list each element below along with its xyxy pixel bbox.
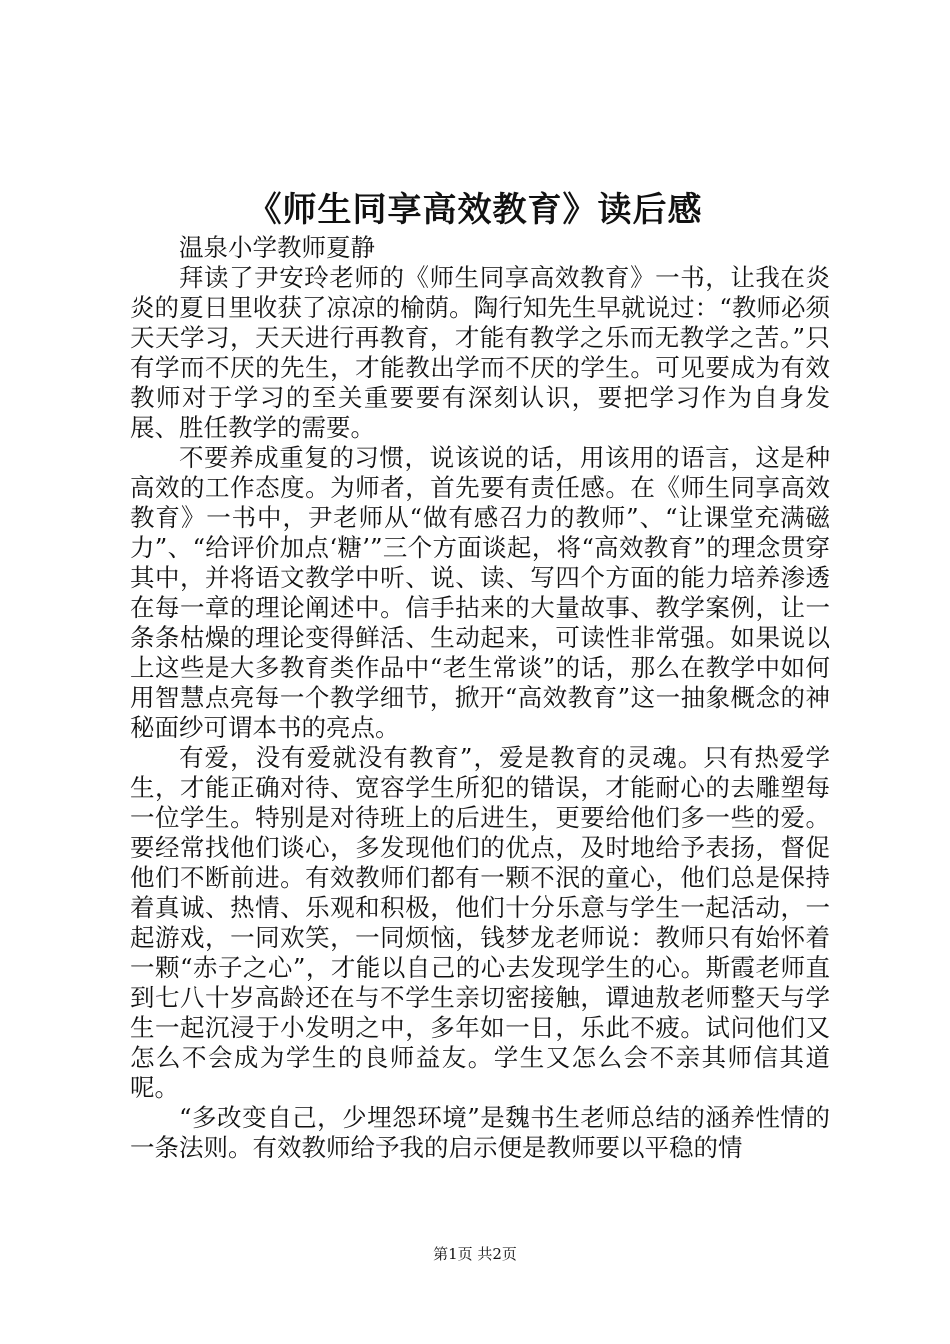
document-body [130,233,830,1163]
paragraph-4: “多改变自己，少埋怨环境”是魏书生老师总结的涵养性情的一条法则。有效教师给予我的启示便是教师要以平稳的情 [130,1103,830,1162]
paragraph-3: 有爱，没有爱就没有教育”，爱是教育的灵魂。只有热爱学生，才能正确对待、宽容学生所犯的错误，才能耐心的去雕塑每一位学生。特别是对待班上的后进生，更要给他们多一些的爱。要经常找他们谈心，多发现他们的优点，及时地给予表扬，督促他们不断前进。有效教师们都有一颗不泯的童心，他们总是保持着真诚、热情、乐观和积极，他们十分乐意与学生一起活动，一起游戏，一同欢笑，一同烦恼，钱梦龙老师说：教师只有始怀着一颗“赤子之心”，才能以自己的心去发现学生的心。斯霞老师直到七八十岁高龄还在与不学生亲切密接触，谭迪敖老师整天与学生一起沉浸于小发明之中，多年如一日，乐此不疲。试问他们又怎么不会成为学生的良师益友。学生又怎么会不亲其师信其道呢。 [130,743,830,1102]
document-title: 《师生同享高效教育》读后感 [247,190,703,230]
paragraph-2: 不要养成重复的习惯，说该说的话，用该用的语言，这是种高效的工作态度。为师者，首先要有责任感。在《师生同享高效教育》一书中，尹老师从“做有感召力的教师”、“让课堂充满磁力”、“给评价加点‘糖’”三个方面谈起，将“高效教育”的理念贯穿其中，并将语文教学中听、说、读、写四个方面的能力培养渗透在每一章的理论阐述中。信手拈来的大量故事、教学案例，让一条条枯燥的理论变得鲜活、生动起来，可读性非常强。如果说以上这些是大多教育类作品中“老生常谈”的话，那么在教学中如何用智慧点亮每一个教学细节，掀开“高效教育”这一抽象概念的神秘面纱可谓本书的亮点。 [130,443,830,742]
paragraph-1: 拜读了尹安玲老师的《师生同享高效教育》一书，让我在炎炎的夏日里收获了凉凉的榆荫。陶行知先生早就说过：“教师必须天天学习，天天进行再教育，才能有教学之乐而无教学之苦。”只有学而不厌的先生，才能教出学而不厌的学生。可见要成为有效教师对于学习的至关重要要有深刻认识，要把学习作为自身发展、胜任教学的需要。 [130,263,830,442]
author-line: 温泉小学教师夏静 [179,233,375,262]
page-footer: 第1页 共2页 [433,1245,517,1263]
